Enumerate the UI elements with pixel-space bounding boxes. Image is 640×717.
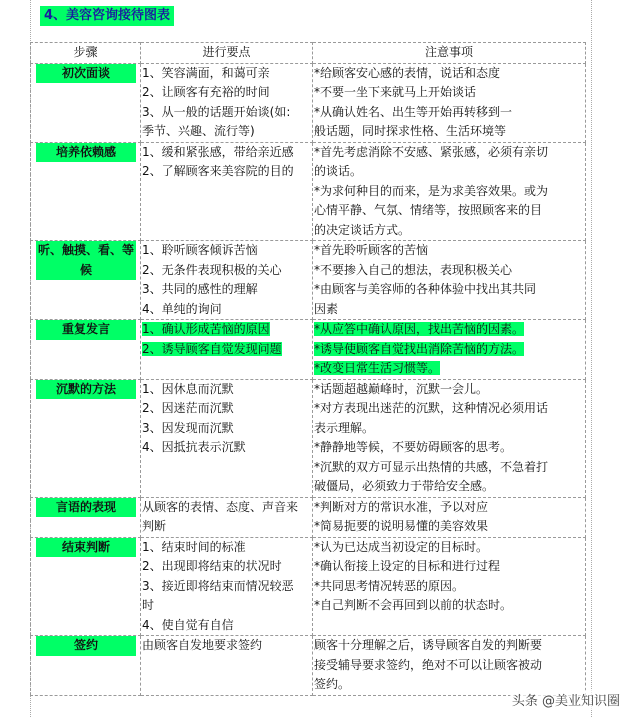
- points-cell: [141, 636, 313, 696]
- point-line: 3、共同的感性的理解: [142, 282, 258, 296]
- note-line: 的谈话。: [314, 164, 363, 178]
- point-line: 从顾客的表情、态度、声音来: [142, 499, 299, 514]
- step-cell: [31, 241, 141, 320]
- point-line: 1、缓和紧张感，带给亲近感: [142, 144, 294, 159]
- point-line: 2、了解顾客来美容院的目的: [142, 164, 294, 178]
- points-cell: [141, 379, 313, 497]
- note-line: *静静地等候，不要妨碍顾客的思考。: [314, 440, 513, 454]
- note-line: 的决定谈话方式。: [314, 222, 411, 237]
- step-cell: [31, 379, 141, 497]
- point-line: 由顾客自发地要求签约: [142, 638, 263, 652]
- step-cell: [31, 63, 141, 142]
- notes-cell: [313, 537, 586, 636]
- table-row: [31, 63, 586, 142]
- point-line: 4、因抵抗表示沉默: [142, 440, 246, 454]
- note-line: *诱导使顾客自觉找出消除苦恼的方法。: [314, 341, 525, 356]
- point-line: 季节、兴趣、流行等): [142, 124, 255, 138]
- notes-cell: [313, 320, 586, 380]
- note-line: *判断对方的常识水准，予以对应: [314, 499, 489, 514]
- step-label: 培养依赖感: [36, 143, 136, 163]
- step-cell: [31, 636, 141, 696]
- step-label: 沉默的方法: [36, 380, 136, 400]
- points-cell: [141, 320, 313, 380]
- notes-cell: [313, 241, 586, 320]
- note-line: *从确认姓名、出生等开始再转移到一: [314, 104, 513, 119]
- notes-cell: [313, 63, 586, 142]
- note-line: 签约。: [314, 677, 351, 691]
- point-line: 1、聆听顾客倾诉苦恼: [142, 243, 258, 257]
- notes-cell: [313, 142, 586, 241]
- point-line: 1、因休息而沉默: [142, 381, 234, 396]
- point-line: 3、因发现而沉默: [142, 420, 234, 435]
- header-notes: 注意事项: [313, 43, 586, 64]
- point-line: 3、从一般的话题开始谈(如:: [142, 104, 291, 119]
- points-cell: [141, 497, 313, 537]
- point-line: 2、让顾客有充裕的时间: [142, 85, 270, 99]
- points-cell: [141, 142, 313, 241]
- step-label: 初次面谈: [36, 64, 136, 84]
- point-line: 3、接近即将结束而情况较恶: [142, 578, 294, 593]
- table-row: [31, 241, 586, 320]
- step-cell: [31, 497, 141, 537]
- header-points: 进行要点: [141, 43, 313, 64]
- point-line: 判断: [142, 519, 167, 533]
- document-title: [40, 6, 174, 26]
- notes-cell: [313, 636, 586, 696]
- note-line: 接受辅导要求签约，绝对不可以让顾客被动: [314, 657, 543, 672]
- points-cell: [141, 63, 313, 142]
- point-line: 4、单纯的询问: [142, 301, 222, 316]
- step-cell: [31, 142, 141, 241]
- point-line: 2、出现即将结束的状况时: [142, 559, 282, 573]
- table-header-row: [31, 43, 586, 64]
- notes-cell: [313, 379, 586, 497]
- note-line: 因素: [314, 301, 339, 316]
- note-line: *确认衔接上设定的目标和进行过程: [314, 559, 501, 573]
- note-line: *对方表现出迷茫的沉默，这种情况必须用话: [314, 401, 549, 415]
- note-line: 般话题，同时探求性格、生活环境等: [314, 124, 507, 138]
- point-line: 时: [142, 598, 155, 612]
- point-line: 2、无条件表现积极的关心: [142, 262, 282, 277]
- step-label: 言语的表现: [36, 498, 136, 518]
- point-line: 4、使自觉有自信: [142, 617, 234, 632]
- note-line: 心情平静、气氛、情绪等，按照顾客来的目: [314, 203, 543, 217]
- step-label: 听、触摸、看、等候: [36, 241, 136, 280]
- consult-table: [30, 42, 586, 696]
- table-row: [31, 142, 586, 241]
- note-line: *为求何种目的而来，是为求美容效果。或为: [314, 183, 549, 198]
- point-line: 1、笑容满面，和蔼可亲: [142, 65, 270, 80]
- note-line: *简易扼要的说明易懂的美容效果: [314, 519, 489, 533]
- note-line: 表示理解。: [314, 420, 375, 435]
- step-label: 结束判断: [36, 538, 136, 558]
- header-step: 步骤: [31, 43, 141, 64]
- note-line: *由顾客与美容师的各种体验中找出其共同: [314, 282, 537, 296]
- notes-cell: [313, 497, 586, 537]
- table-row: [31, 636, 586, 696]
- note-line: *话题超越巅峰时，沉默一会儿。: [314, 381, 489, 396]
- note-line: *自己判断不会再回到以前的状态时。: [314, 598, 513, 612]
- step-cell: [31, 537, 141, 636]
- note-line: *从应答中确认原因，找出苦恼的因素。: [314, 322, 525, 336]
- note-line: *沉默的双方可显示出热情的共感，不急着打: [314, 459, 549, 474]
- point-line: 1、结束时间的标准: [142, 539, 246, 554]
- point-line: 1、确认形成苦恼的原因: [142, 322, 270, 336]
- table-row: [31, 320, 586, 380]
- points-cell: [141, 241, 313, 320]
- note-line: 顾客十分理解之后，诱导顾客自发的判断要: [314, 638, 543, 652]
- table-row: [31, 537, 586, 636]
- note-line: *认为已达成当初设定的目标时。: [314, 539, 489, 554]
- step-label: 签约: [36, 636, 136, 656]
- point-line: 2、因迷茫而沉默: [142, 401, 234, 415]
- table-row: [31, 379, 586, 497]
- step-cell: [31, 320, 141, 380]
- note-line: *给顾客安心感的表情，说话和态度: [314, 65, 501, 80]
- note-line: *不要掺入自己的想法，表现积极关心: [314, 262, 513, 277]
- note-line: *首先考虑消除不安感、紧张感，必须有亲切: [314, 144, 549, 159]
- note-line: *共同思考情况转恶的原因。: [314, 578, 465, 593]
- note-line: 破僵局，必须致力于带给安全感。: [314, 479, 495, 493]
- note-line: *首先聆听顾客的苦恼: [314, 243, 429, 257]
- points-cell: [141, 537, 313, 636]
- note-line: *改变日常生活习惯等。: [314, 361, 441, 375]
- document-title-text: 4、美容咨询接待图表: [44, 8, 171, 23]
- watermark: 头条 @美业知识圈: [510, 690, 622, 709]
- note-line: *不要一坐下来就马上开始谈话: [314, 85, 477, 99]
- step-label: 重复发言: [36, 320, 136, 340]
- point-line: 2、诱导顾客自觉发现问题: [142, 341, 282, 356]
- table-row: [31, 497, 586, 537]
